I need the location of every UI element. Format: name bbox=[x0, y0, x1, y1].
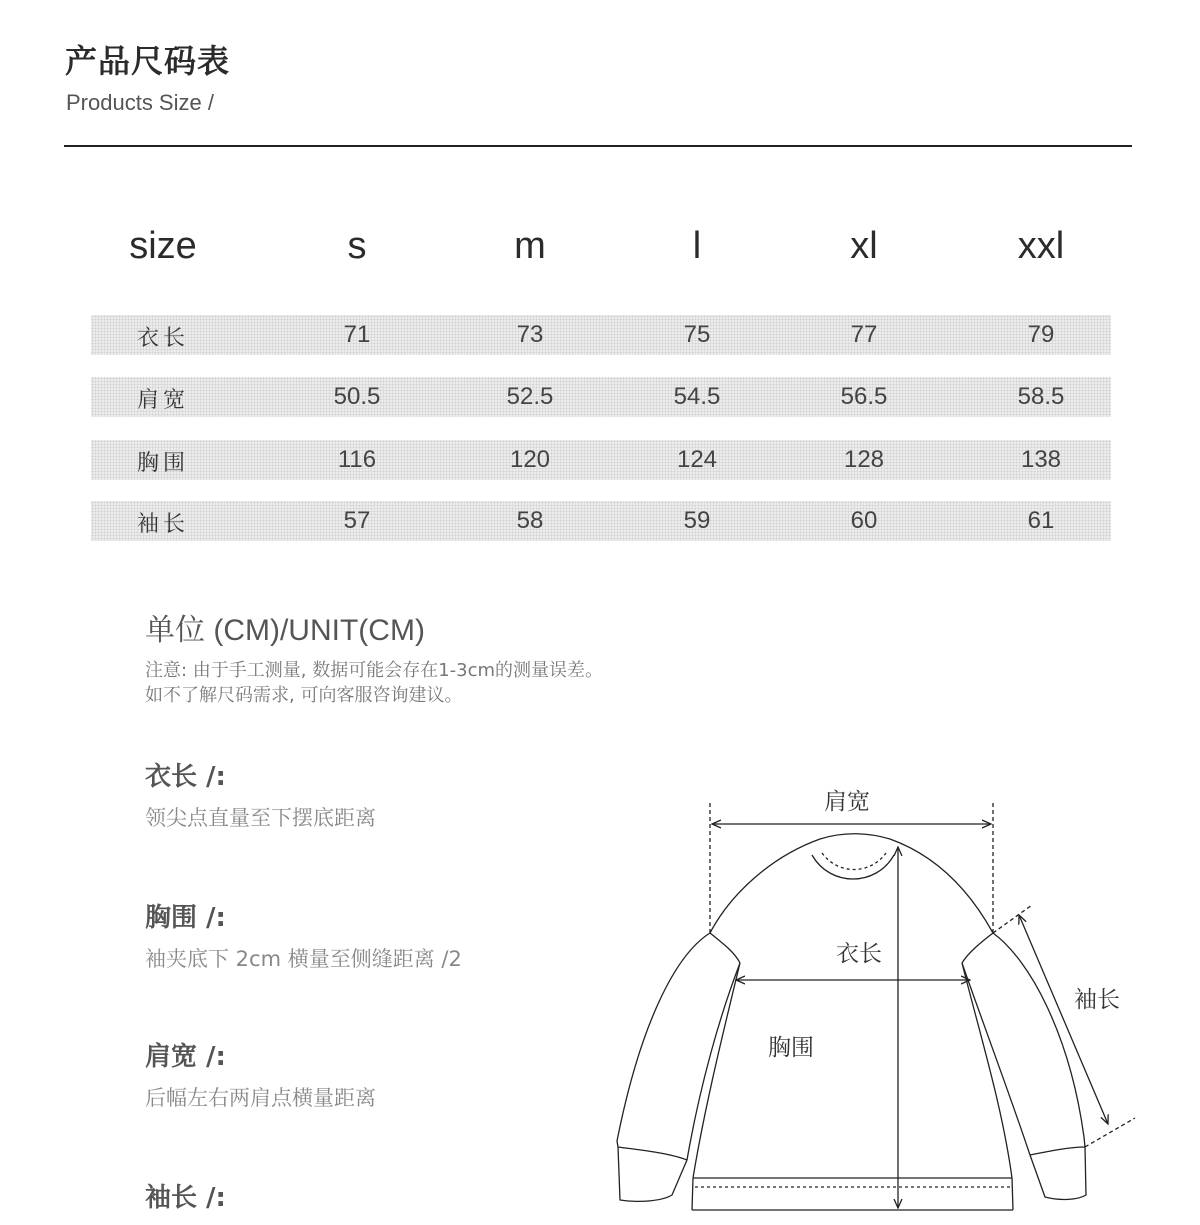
size-header-s: s bbox=[347, 225, 367, 267]
garment-measurement-diagram bbox=[600, 775, 1160, 1221]
size-header-xl: xl bbox=[850, 225, 878, 267]
unit-label-en: (CM)/UNIT(CM) bbox=[205, 614, 425, 647]
table-cell: 57 bbox=[343, 507, 371, 534]
service-note: 如不了解尺码需求, 可向客服咨询建议。 bbox=[145, 685, 463, 706]
diagram-label-sleeve: 袖长 bbox=[1074, 987, 1120, 1013]
table-row bbox=[91, 501, 1111, 541]
table-cell: 50.5 bbox=[333, 383, 381, 410]
table-cell: 75 bbox=[683, 321, 711, 348]
measurement-note: 注意: 由于手工测量, 数据可能会存在1-3cm的测量误差。 bbox=[145, 660, 604, 681]
table-cell: 73 bbox=[516, 321, 544, 348]
size-header-m: m bbox=[514, 225, 546, 267]
definition-title-length: 衣长 /: bbox=[145, 762, 226, 792]
table-cell: 60 bbox=[850, 507, 878, 534]
table-cell: 124 bbox=[676, 446, 718, 473]
table-cell: 59 bbox=[683, 507, 711, 534]
row-label-sleeve: 袖长 bbox=[136, 512, 190, 537]
definition-desc-chest: 袖夹底下 2cm 横量至侧缝距离 /2 bbox=[145, 947, 462, 971]
diagram-label-length: 衣长 bbox=[836, 941, 882, 967]
table-cell: 58.5 bbox=[1017, 383, 1065, 410]
table-row bbox=[91, 377, 1111, 417]
table-row bbox=[91, 440, 1111, 480]
unit-heading bbox=[145, 605, 425, 649]
table-cell: 138 bbox=[1020, 446, 1062, 473]
table-cell: 54.5 bbox=[673, 383, 721, 410]
table-cell: 79 bbox=[1027, 321, 1055, 348]
unit-label-cn: 单位 bbox=[145, 613, 205, 648]
diagram-label-shoulder: 肩宽 bbox=[824, 789, 870, 815]
table-cell: 71 bbox=[343, 321, 371, 348]
row-label-chest: 胸围 bbox=[136, 451, 190, 476]
definition-desc-shoulder: 后幅左右两肩点横量距离 bbox=[145, 1086, 376, 1110]
definition-title-chest: 胸围 /: bbox=[145, 903, 226, 933]
table-cell: 120 bbox=[509, 446, 551, 473]
page-subtitle: Products Size / bbox=[66, 90, 214, 115]
size-header-l: l bbox=[692, 225, 702, 267]
table-cell: 77 bbox=[850, 321, 878, 348]
table-row bbox=[91, 315, 1111, 355]
definition-desc-length: 领尖点直量至下摆底距离 bbox=[145, 806, 376, 830]
table-cell: 61 bbox=[1027, 507, 1055, 534]
table-cell: 116 bbox=[337, 446, 377, 473]
table-cell: 58 bbox=[516, 507, 544, 534]
size-column-header: size bbox=[129, 225, 197, 267]
table-cell: 52.5 bbox=[506, 383, 554, 410]
table-cell: 128 bbox=[843, 446, 885, 473]
header-divider bbox=[64, 145, 1132, 147]
definition-title-shoulder: 肩宽 /: bbox=[145, 1042, 226, 1072]
row-label-length: 衣长 bbox=[136, 326, 190, 351]
page-title: 产品尺码表 bbox=[65, 42, 231, 80]
size-header-xxl: xxl bbox=[1017, 225, 1065, 267]
row-label-shoulder: 肩宽 bbox=[136, 388, 190, 413]
diagram-label-chest: 胸围 bbox=[768, 1035, 814, 1061]
table-cell: 56.5 bbox=[840, 383, 888, 410]
definition-title-sleeve: 袖长 /: bbox=[145, 1183, 226, 1213]
